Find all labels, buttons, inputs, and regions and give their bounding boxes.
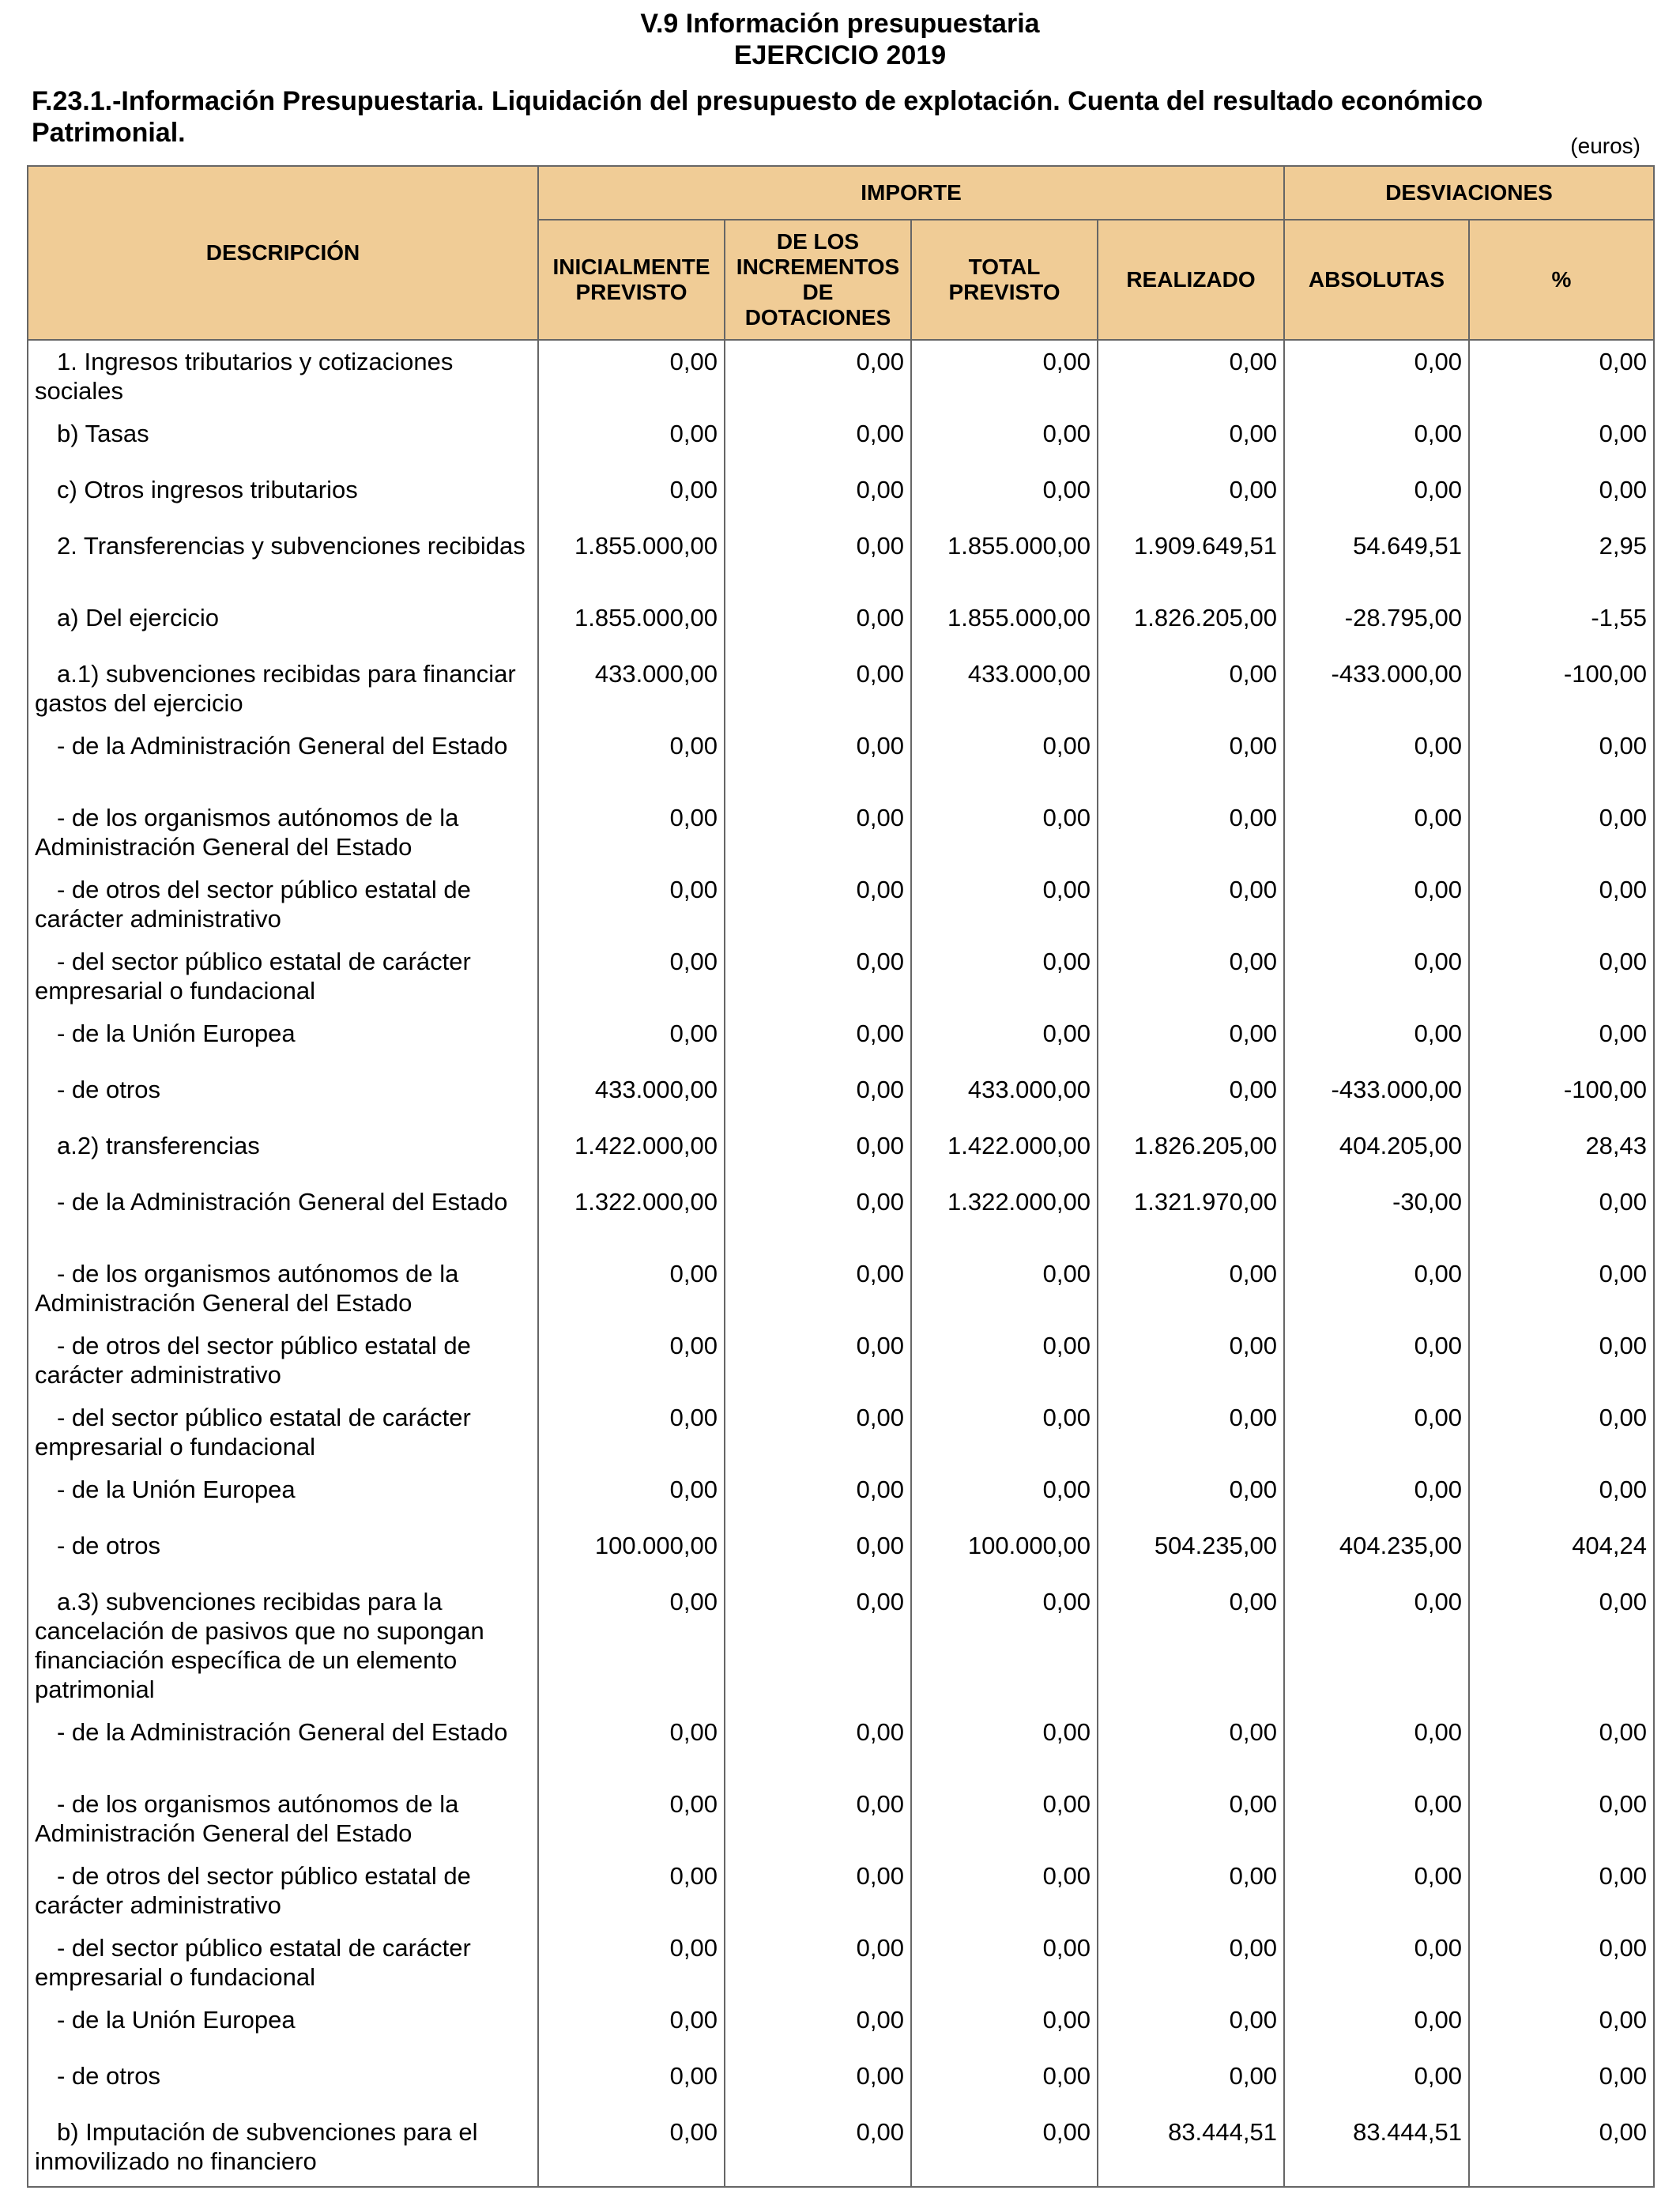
cell-total-previsto: 0,00 (911, 416, 1098, 472)
row-description (28, 944, 538, 1016)
cell-inicialmente-previsto: 0,00 (538, 800, 725, 872)
cell-incrementos: 0,00 (725, 944, 911, 1016)
cell-realizado: 0,00 (1098, 1256, 1284, 1328)
cell-total-previsto: 1.322.000,00 (911, 1184, 1098, 1256)
cell-porcentaje: -100,00 (1469, 656, 1654, 728)
table-row (28, 656, 1654, 728)
col-header-absolutas: ABSOLUTAS (1284, 220, 1469, 340)
cell-total-previsto: 0,00 (911, 1472, 1098, 1528)
cell-incrementos: 0,00 (725, 1528, 911, 1584)
cell-realizado: 0,00 (1098, 2002, 1284, 2058)
row-description-text: - de los organismos autónomos de la Administración General del Estado (35, 1790, 459, 1847)
cell-porcentaje: 0,00 (1469, 1858, 1654, 1930)
row-description-text: - de otros (57, 1532, 160, 1559)
row-description-text: - de la Unión Europea (57, 1476, 296, 1503)
cell-absolutas: 0,00 (1284, 2058, 1469, 2114)
cell-realizado: 0,00 (1098, 1714, 1284, 1786)
cell-absolutas: -433.000,00 (1284, 1072, 1469, 1128)
table-row (28, 1328, 1654, 1400)
cell-inicialmente-previsto: 100.000,00 (538, 1528, 725, 1584)
table-row (28, 1714, 1654, 1786)
cell-absolutas: 54.649,51 (1284, 528, 1469, 600)
row-description-text: 2. Transferencias y subvenciones recibidas (57, 532, 525, 560)
section-title: V.9 Información presupuestaria (640, 9, 1040, 39)
col-header-incrementos: DE LOS INCREMENTOS DE DOTACIONES (725, 220, 911, 340)
cell-absolutas: 0,00 (1284, 1016, 1469, 1072)
cell-absolutas: 0,00 (1284, 472, 1469, 528)
cell-porcentaje: 0,00 (1469, 1472, 1654, 1528)
cell-inicialmente-previsto: 1.855.000,00 (538, 600, 725, 656)
cell-absolutas: -30,00 (1284, 1184, 1469, 1256)
cell-realizado: 0,00 (1098, 1858, 1284, 1930)
cell-incrementos: 0,00 (725, 1016, 911, 1072)
row-description (28, 656, 538, 728)
cell-absolutas: -28.795,00 (1284, 600, 1469, 656)
row-description-text: - de los organismos autónomos de la Administración General del Estado (35, 804, 459, 861)
table-row (28, 340, 1654, 416)
row-description-text: 1. Ingresos tributarios y cotizaciones sociales (35, 348, 454, 405)
fiscal-year-title: EJERCICIO 2019 (733, 40, 947, 70)
cell-absolutas: 404.205,00 (1284, 1128, 1469, 1184)
cell-absolutas: 0,00 (1284, 728, 1469, 800)
cell-total-previsto: 0,00 (911, 1786, 1098, 1858)
row-description (28, 600, 538, 656)
cell-incrementos: 0,00 (725, 2114, 911, 2187)
table-row (28, 1256, 1654, 1328)
cell-incrementos: 0,00 (725, 472, 911, 528)
cell-absolutas: 0,00 (1284, 872, 1469, 944)
cell-total-previsto: 0,00 (911, 872, 1098, 944)
cell-realizado: 1.826.205,00 (1098, 600, 1284, 656)
row-description-text: a.3) subvenciones recibidas para la cancelación de pasivos que no supongan financiación específica de un elemento patrimonial (35, 1588, 484, 1703)
row-description (28, 1256, 538, 1328)
cell-inicialmente-previsto: 0,00 (538, 1400, 725, 1472)
table-row (28, 1400, 1654, 1472)
row-description (28, 800, 538, 872)
row-description-text: a.2) transferencias (57, 1132, 260, 1159)
table-row (28, 800, 1654, 872)
cell-inicialmente-previsto: 0,00 (538, 1786, 725, 1858)
cell-inicialmente-previsto: 0,00 (538, 728, 725, 800)
cell-incrementos: 0,00 (725, 2002, 911, 2058)
row-description-text: - de otros (57, 2062, 160, 2090)
cell-incrementos: 0,00 (725, 340, 911, 416)
col-header-porcentaje: % (1469, 220, 1654, 340)
cell-realizado: 1.321.970,00 (1098, 1184, 1284, 1256)
row-description (28, 1128, 538, 1184)
cell-absolutas: 0,00 (1284, 1786, 1469, 1858)
row-description-text: a) Del ejercicio (57, 604, 220, 631)
cell-porcentaje: 0,00 (1469, 944, 1654, 1016)
cell-realizado: 504.235,00 (1098, 1528, 1284, 1584)
cell-realizado: 0,00 (1098, 2058, 1284, 2114)
row-description-text: - de la Unión Europea (57, 1020, 296, 1047)
cell-incrementos: 0,00 (725, 528, 911, 600)
table-row (28, 1472, 1654, 1528)
table-row (28, 472, 1654, 528)
cell-total-previsto: 0,00 (911, 800, 1098, 872)
units-label: (euros) (1570, 134, 1640, 158)
cell-total-previsto: 433.000,00 (911, 1072, 1098, 1128)
row-description (28, 1528, 538, 1584)
row-description-text: - de la Administración General del Estado (57, 1718, 508, 1746)
cell-realizado: 0,00 (1098, 1400, 1284, 1472)
table-row (28, 1584, 1654, 1714)
cell-porcentaje: 28,43 (1469, 1128, 1654, 1184)
cell-porcentaje: 0,00 (1469, 1184, 1654, 1256)
cell-incrementos: 0,00 (725, 1472, 911, 1528)
cell-incrementos: 0,00 (725, 1400, 911, 1472)
cell-inicialmente-previsto: 433.000,00 (538, 1072, 725, 1128)
cell-total-previsto: 0,00 (911, 472, 1098, 528)
row-description (28, 1472, 538, 1528)
row-description-text: - de los organismos autónomos de la Administración General del Estado (35, 1260, 459, 1317)
table-row (28, 1528, 1654, 1584)
table-row (28, 2002, 1654, 2058)
cell-inicialmente-previsto: 0,00 (538, 944, 725, 1016)
cell-porcentaje: 0,00 (1469, 1786, 1654, 1858)
cell-total-previsto: 1.855.000,00 (911, 528, 1098, 600)
cell-porcentaje: 0,00 (1469, 2002, 1654, 2058)
table-row (28, 872, 1654, 944)
cell-absolutas: 0,00 (1284, 800, 1469, 872)
row-description-text: - de otros del sector público estatal de carácter administrativo (35, 1862, 471, 1919)
cell-incrementos: 0,00 (725, 800, 911, 872)
cell-realizado: 0,00 (1098, 1584, 1284, 1714)
table-row (28, 728, 1654, 800)
cell-inicialmente-previsto: 0,00 (538, 340, 725, 416)
cell-porcentaje: 404,24 (1469, 1528, 1654, 1584)
row-description (28, 1016, 538, 1072)
cell-porcentaje: 0,00 (1469, 800, 1654, 872)
cell-realizado: 0,00 (1098, 944, 1284, 1016)
cell-inicialmente-previsto: 0,00 (538, 1472, 725, 1528)
cell-porcentaje: 0,00 (1469, 1328, 1654, 1400)
cell-total-previsto: 0,00 (911, 1930, 1098, 2002)
cell-absolutas: 83.444,51 (1284, 2114, 1469, 2187)
table-row (28, 1128, 1654, 1184)
cell-total-previsto: 0,00 (911, 1714, 1098, 1786)
row-description-text: - del sector público estatal de carácter empresarial o fundacional (35, 1934, 471, 1991)
cell-incrementos: 0,00 (725, 1584, 911, 1714)
cell-inicialmente-previsto: 0,00 (538, 472, 725, 528)
cell-total-previsto: 433.000,00 (911, 656, 1098, 728)
row-description-text: b) Imputación de subvenciones para el inmovilizado no financiero (35, 2118, 478, 2175)
table-row (28, 1016, 1654, 1072)
cell-realizado: 0,00 (1098, 1016, 1284, 1072)
row-description (28, 1930, 538, 2002)
cell-realizado: 0,00 (1098, 872, 1284, 944)
group-header-importe: IMPORTE (538, 166, 1284, 220)
cell-realizado: 0,00 (1098, 340, 1284, 416)
row-description (28, 1858, 538, 1930)
cell-porcentaje: 2,95 (1469, 528, 1654, 600)
group-header-desviaciones: DESVIACIONES (1284, 166, 1654, 220)
cell-total-previsto: 0,00 (911, 2002, 1098, 2058)
cell-incrementos: 0,00 (725, 656, 911, 728)
cell-total-previsto: 0,00 (911, 1584, 1098, 1714)
cell-porcentaje: 0,00 (1469, 340, 1654, 416)
cell-absolutas: 0,00 (1284, 1472, 1469, 1528)
row-description-text: - de la Unión Europea (57, 2006, 296, 2034)
table-row (28, 600, 1654, 656)
budget-table (27, 165, 1655, 2188)
row-description (28, 2058, 538, 2114)
cell-absolutas: 0,00 (1284, 1714, 1469, 1786)
row-description (28, 1072, 538, 1128)
row-description (28, 1714, 538, 1786)
cell-realizado: 1.909.649,51 (1098, 528, 1284, 600)
table-row (28, 2114, 1654, 2187)
table-row (28, 1858, 1654, 1930)
row-description (28, 2114, 538, 2187)
cell-realizado: 0,00 (1098, 1328, 1284, 1400)
table-row (28, 1072, 1654, 1128)
cell-realizado: 0,00 (1098, 728, 1284, 800)
cell-inicialmente-previsto: 1.422.000,00 (538, 1128, 725, 1184)
cell-total-previsto: 0,00 (911, 1256, 1098, 1328)
report-subtitle: F.23.1.-Información Presupuestaria. Liquidación del presupuesto de explotación. Cuenta del resultado económico Patrimonial. (32, 86, 1483, 148)
table-row (28, 944, 1654, 1016)
cell-realizado: 0,00 (1098, 1786, 1284, 1858)
cell-inicialmente-previsto: 0,00 (538, 2114, 725, 2187)
cell-incrementos: 0,00 (725, 416, 911, 472)
cell-inicialmente-previsto: 433.000,00 (538, 656, 725, 728)
cell-porcentaje: 0,00 (1469, 1584, 1654, 1714)
row-description-text: - de la Administración General del Estado (57, 732, 508, 760)
cell-inicialmente-previsto: 0,00 (538, 416, 725, 472)
cell-inicialmente-previsto: 0,00 (538, 2058, 725, 2114)
cell-inicialmente-previsto: 0,00 (538, 1714, 725, 1786)
row-description-text: a.1) subvenciones recibidas para financiar gastos del ejercicio (35, 660, 516, 717)
cell-total-previsto: 0,00 (911, 944, 1098, 1016)
cell-inicialmente-previsto: 0,00 (538, 1584, 725, 1714)
table-row (28, 2058, 1654, 2114)
cell-absolutas: 0,00 (1284, 1256, 1469, 1328)
cell-porcentaje: 0,00 (1469, 1930, 1654, 2002)
cell-absolutas: 0,00 (1284, 1400, 1469, 1472)
row-description-text: - de otros (57, 1076, 160, 1103)
cell-porcentaje: -100,00 (1469, 1072, 1654, 1128)
cell-porcentaje: 0,00 (1469, 472, 1654, 528)
row-description-text: - de otros del sector público estatal de carácter administrativo (35, 1332, 471, 1389)
row-description (28, 1584, 538, 1714)
cell-absolutas: 0,00 (1284, 1584, 1469, 1714)
row-description (28, 340, 538, 416)
cell-total-previsto: 0,00 (911, 2114, 1098, 2187)
row-description (28, 1328, 538, 1400)
table-row (28, 1930, 1654, 2002)
cell-inicialmente-previsto: 1.855.000,00 (538, 528, 725, 600)
table-row (28, 1184, 1654, 1256)
row-description (28, 2002, 538, 2058)
cell-porcentaje: 0,00 (1469, 1016, 1654, 1072)
cell-inicialmente-previsto: 0,00 (538, 2002, 725, 2058)
cell-inicialmente-previsto: 0,00 (538, 872, 725, 944)
cell-porcentaje: 0,00 (1469, 2114, 1654, 2187)
cell-realizado: 0,00 (1098, 1072, 1284, 1128)
cell-incrementos: 0,00 (725, 728, 911, 800)
row-description (28, 872, 538, 944)
row-description-text: c) Otros ingresos tributarios (57, 476, 358, 503)
cell-incrementos: 0,00 (725, 1714, 911, 1786)
col-header-realizado: REALIZADO (1098, 220, 1284, 340)
cell-absolutas: 0,00 (1284, 2002, 1469, 2058)
cell-total-previsto: 0,00 (911, 1858, 1098, 1930)
cell-inicialmente-previsto: 0,00 (538, 1256, 725, 1328)
row-description-text: b) Tasas (57, 420, 149, 447)
cell-absolutas: 0,00 (1284, 1930, 1469, 2002)
cell-inicialmente-previsto: 0,00 (538, 1858, 725, 1930)
cell-porcentaje: -1,55 (1469, 600, 1654, 656)
cell-incrementos: 0,00 (725, 600, 911, 656)
table-row (28, 416, 1654, 472)
cell-porcentaje: 0,00 (1469, 1256, 1654, 1328)
cell-realizado: 0,00 (1098, 416, 1284, 472)
cell-absolutas: 404.235,00 (1284, 1528, 1469, 1584)
cell-realizado: 0,00 (1098, 656, 1284, 728)
cell-incrementos: 0,00 (725, 872, 911, 944)
cell-inicialmente-previsto: 1.322.000,00 (538, 1184, 725, 1256)
cell-total-previsto: 0,00 (911, 1328, 1098, 1400)
cell-incrementos: 0,00 (725, 2058, 911, 2114)
cell-absolutas: 0,00 (1284, 1858, 1469, 1930)
row-description (28, 528, 538, 600)
cell-incrementos: 0,00 (725, 1184, 911, 1256)
cell-total-previsto: 1.422.000,00 (911, 1128, 1098, 1184)
cell-porcentaje: 0,00 (1469, 2058, 1654, 2114)
cell-porcentaje: 0,00 (1469, 1400, 1654, 1472)
cell-total-previsto: 0,00 (911, 728, 1098, 800)
cell-porcentaje: 0,00 (1469, 872, 1654, 944)
cell-realizado: 1.826.205,00 (1098, 1128, 1284, 1184)
row-description (28, 1786, 538, 1858)
cell-total-previsto: 100.000,00 (911, 1528, 1098, 1584)
cell-incrementos: 0,00 (725, 1786, 911, 1858)
col-header-total-previsto: TOTAL PREVISTO (911, 220, 1098, 340)
col-header-descripcion: DESCRIPCIÓN (28, 166, 538, 340)
cell-total-previsto: 0,00 (911, 1400, 1098, 1472)
cell-absolutas: 0,00 (1284, 944, 1469, 1016)
cell-incrementos: 0,00 (725, 1256, 911, 1328)
cell-absolutas: -433.000,00 (1284, 656, 1469, 728)
cell-realizado: 0,00 (1098, 472, 1284, 528)
cell-inicialmente-previsto: 0,00 (538, 1930, 725, 2002)
cell-realizado: 0,00 (1098, 800, 1284, 872)
cell-total-previsto: 0,00 (911, 340, 1098, 416)
cell-incrementos: 0,00 (725, 1328, 911, 1400)
row-description-text: - de la Administración General del Estado (57, 1188, 508, 1216)
table-body (28, 340, 1654, 2187)
table-row (28, 1786, 1654, 1858)
cell-realizado: 0,00 (1098, 1472, 1284, 1528)
row-description-text: - de otros del sector público estatal de carácter administrativo (35, 876, 471, 933)
row-description (28, 1184, 538, 1256)
row-description (28, 472, 538, 528)
cell-incrementos: 0,00 (725, 1128, 911, 1184)
row-description-text: - del sector público estatal de carácter empresarial o fundacional (35, 1404, 471, 1461)
cell-incrementos: 0,00 (725, 1072, 911, 1128)
cell-porcentaje: 0,00 (1469, 728, 1654, 800)
cell-total-previsto: 0,00 (911, 2058, 1098, 2114)
row-description (28, 728, 538, 800)
row-description (28, 416, 538, 472)
cell-realizado: 0,00 (1098, 1930, 1284, 2002)
cell-porcentaje: 0,00 (1469, 1714, 1654, 1786)
cell-inicialmente-previsto: 0,00 (538, 1328, 725, 1400)
cell-realizado: 83.444,51 (1098, 2114, 1284, 2187)
cell-incrementos: 0,00 (725, 1858, 911, 1930)
table-row (28, 528, 1654, 600)
cell-total-previsto: 0,00 (911, 1016, 1098, 1072)
cell-inicialmente-previsto: 0,00 (538, 1016, 725, 1072)
cell-porcentaje: 0,00 (1469, 416, 1654, 472)
row-description-text: - del sector público estatal de carácter empresarial o fundacional (35, 948, 471, 1005)
cell-absolutas: 0,00 (1284, 1328, 1469, 1400)
cell-absolutas: 0,00 (1284, 416, 1469, 472)
cell-total-previsto: 1.855.000,00 (911, 600, 1098, 656)
cell-absolutas: 0,00 (1284, 340, 1469, 416)
col-header-inicialmente-previsto: INICIALMENTE PREVISTO (538, 220, 725, 340)
row-description (28, 1400, 538, 1472)
cell-incrementos: 0,00 (725, 1930, 911, 2002)
